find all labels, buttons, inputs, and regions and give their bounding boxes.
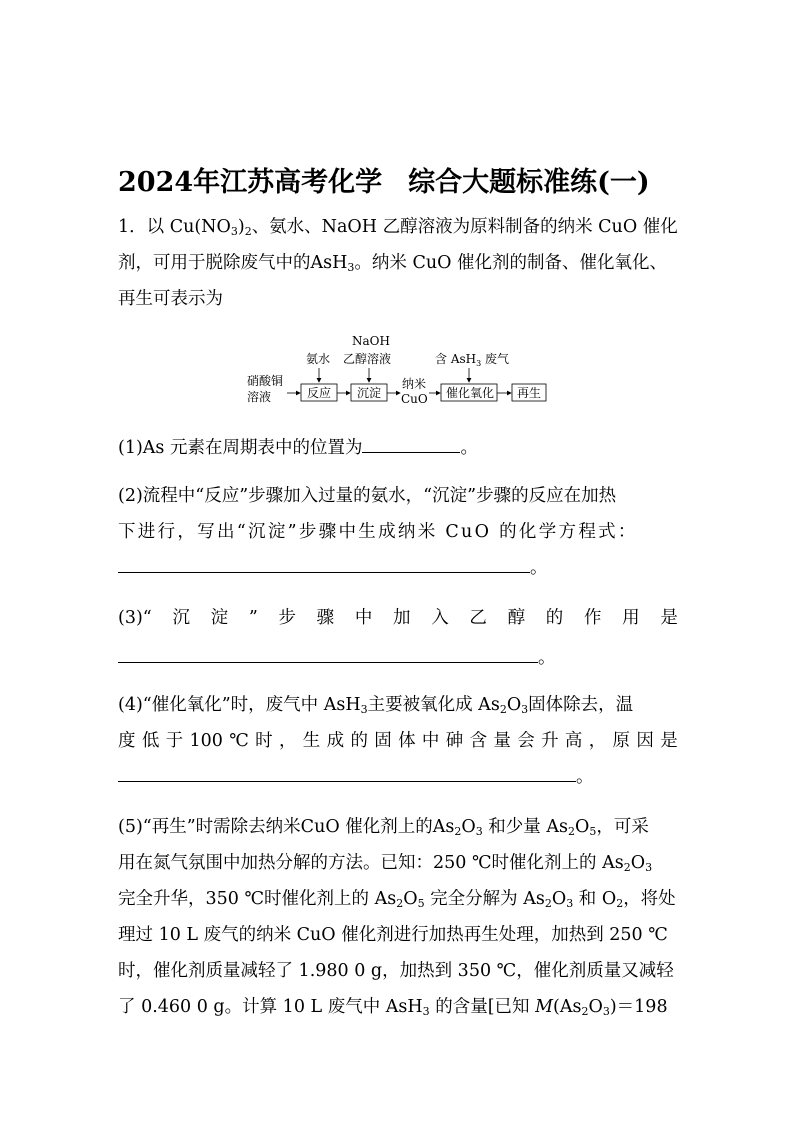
subquestion-5: (5)“再生”时需除去纳米CuO 催化剂上的$As_2O_3$ 和少量 $As_2O_5$，可采 用在氮气氛围中加热分解的方法。已知：250 ℃时催化剂上的 $As_2O_3$ 完全升华，350 ℃时催化剂上的 $As_2O_5$ 完全分解为 $As_2O_3$ 和 $O_2$，将处 理过 10 L 废气的纳米 CuO 催化剂进行加热再生处理，加热到 250 ℃ 时，催化剂质量减轻了 1.980 0 g，加热到 350 ℃，催化剂质量又减轻 了 0.460 0 g。计算 10 L 废气中 AsH$_3$ 的含量[已知 $M(As_2O_3)=198$ <box>118 817 676 1018</box>
document-title <box>118 160 698 199</box>
subquestion-3: (3)“ 沉 淀 ” 步 骤 中 加 入 乙 醇 的 作 用 是 。 <box>118 600 678 676</box>
subquestion-4-token-9: 的 <box>350 731 368 751</box>
subquestion-4-line2 <box>118 723 678 759</box>
flow-start-label-1: 硝酸铜 <box>247 374 284 388</box>
subquestion-4-token-8: 成 <box>326 731 345 751</box>
subquestion-4-token-10: 固 <box>374 731 392 751</box>
subquestion-4-token-20: 原 <box>612 731 631 751</box>
subquestion-4-token-21: 因 <box>636 731 654 751</box>
answer-blank-4[interactable] <box>118 781 576 782</box>
flow-reagent-ethanol: 乙醇溶液 <box>343 352 392 366</box>
process-flow-diagram <box>245 332 555 412</box>
flow-reagent-ammonia: 氨水 <box>306 352 331 366</box>
subquestion-4-token-14: 含 <box>469 731 488 751</box>
subquestion-4-token-15: 量 <box>493 731 511 751</box>
subquestion-4-token-6: ， <box>278 731 297 751</box>
question-1-intro: 1．以 $Cu(NO_3)_2$、氨水、NaOH 乙醇溶液为原料制备的纳米 CuO 催化 剂，可用于脱除废气中的AsH$_3$。纳米 CuO 催化剂的制备、催化氧化、 再生可表示为 <box>118 217 678 309</box>
subquestion-4-token-11: 体 <box>398 731 416 751</box>
flow-reagent-waste-gas: 含 AsH$_3$ 废气 <box>435 352 510 368</box>
subquestion-3-token-1: 沉 <box>172 608 190 628</box>
subquestion-3-token-2: 淀 <box>210 608 229 628</box>
subquestion-3-token-12: 作 <box>583 608 602 628</box>
flow-mid-label-1: 纳米 <box>402 377 427 391</box>
flow-mid-label-2: CuO <box>401 392 428 406</box>
subquestion-3-token-11: 的 <box>545 608 564 628</box>
subquestion-4-token-18: 高 <box>564 731 583 751</box>
answer-blank-1[interactable] <box>362 452 460 453</box>
subquestion-3-line <box>118 600 678 636</box>
flow-box-catalytic-oxidation-label: 催化氧化 <box>446 386 495 400</box>
subquestion-4-token-1: 低 <box>141 731 160 751</box>
subquestion-4: (4)“催化氧化”时，废气中 AsH$_3$主要被氧化成 $As_2O_3$固体除去，温 度 低 于 100 ℃ 时 ， 生 成 的 固 体 中 砷 含 量 会 升 高 ， 原 因 是 。 <box>118 695 678 787</box>
subquestion-3-token-3: ” <box>248 608 258 628</box>
subquestion-4-token-4: ℃ <box>229 731 249 751</box>
subquestion-4-token-17: 升 <box>541 731 559 751</box>
title-part2: 综合大题标准练(一) <box>408 167 650 198</box>
subquestion-4-token-13: 砷 <box>445 731 464 751</box>
subquestion-3-token-13: 用 <box>622 608 640 628</box>
subquestion-4-token-3: 100 <box>189 731 223 751</box>
subquestion-4-token-16: 会 <box>517 731 535 751</box>
subquestion-4-token-12: 中 <box>421 731 440 751</box>
subquestion-3-token-8: 入 <box>431 608 449 628</box>
flow-start-label-2: 溶液 <box>247 390 272 404</box>
subquestion-3-token-5: 骤 <box>316 608 335 628</box>
subquestion-3-token-0: (3)“ <box>118 608 152 628</box>
subquestion-4-token-7: 生 <box>302 731 321 751</box>
subquestion-3-token-7: 加 <box>393 608 411 628</box>
answer-blank-2[interactable] <box>118 572 530 573</box>
flow-box-reaction-label: 反应 <box>307 386 332 400</box>
subquestion-3-token-10: 醇 <box>507 608 526 628</box>
flow-box-precipitation-label: 沉淀 <box>357 386 382 400</box>
subquestion-3-token-14: 是 <box>660 608 678 628</box>
title-part1: 2024年江苏高考化学 <box>118 167 383 198</box>
subquestion-2: (2)流程中“反应”步骤加入过量的氨水，“沉淀”步骤的反应在加热 下进行，写出“沉淀”步骤中生成纳米 CuO 的化学方程式： 。 <box>118 486 638 578</box>
subquestion-4-token-0: 度 <box>118 731 136 751</box>
subquestion-1: (1)As 元素在周期表中的位置为 。 <box>118 438 478 458</box>
subquestion-3-token-6: 中 <box>354 608 373 628</box>
subquestion-4-token-22: 是 <box>660 731 678 751</box>
subquestion-3-token-9: 乙 <box>469 608 487 628</box>
answer-blank-3[interactable] <box>118 662 538 663</box>
subquestion-4-token-19: ， <box>588 731 607 751</box>
subquestion-3-token-4: 步 <box>278 608 296 628</box>
subquestion-4-token-5: 时 <box>255 731 273 751</box>
flow-reagent-naoh: NaOH <box>352 334 390 348</box>
flow-box-regeneration-label: 再生 <box>517 386 542 400</box>
subquestion-4-token-2: 于 <box>165 731 184 751</box>
